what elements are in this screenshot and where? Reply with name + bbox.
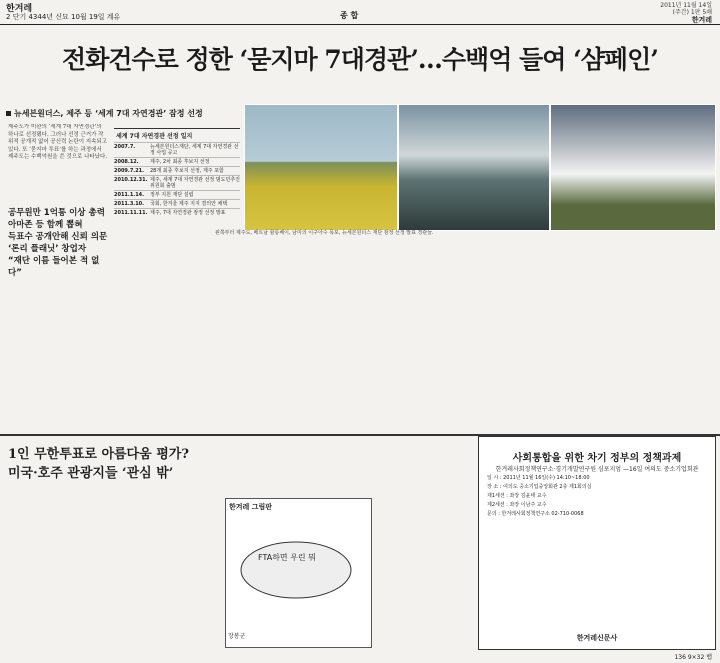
brand-right: 한겨레 <box>691 16 712 24</box>
subhead: 뉴세븐원더스, 제주 등 ‘세계 7대 자연경관’ 잠정 선정 <box>6 108 203 119</box>
page-number: 2 단기 4344년 신묘 10월 19일 계유 <box>6 13 121 21</box>
timeline-table: 세계 7대 자연경관 선정 일지 2007.7. 뉴세븐원더스재단, 세계 7대 자연경관 선정 사업 공고 2008.12. 제주, 2차 최종 후보지 선정 2009.7.21. 28개 최종 후보지 선정, 제주 포함 2010.12.31. 제주, 세계 7대 자연경관 선정 범도민추진위원회 출범 2011.1.14. 정부 지원 재단 설립 2011.3.10. 국회, 한겨울 제주 지지 결의안 채택 2011.11.11. 제주, 7대 자연경관 잠정 선정 발표 <box>114 128 240 279</box>
article-text: 제주도가 미완의 ‘세계 7대 자연경관’의 하나로 선정됐다. 그러나 선정 근거가 작위적 공개적 없어 공신력 논란이 지속되고 있다. 또 ‘묻지마 투표’를 하는 과정에서 제주도는 수백억원을 쓴 것으로 나타났다. <box>8 124 108 160</box>
main-headline: 전화건수로 정한 ‘묻지마 7대경관’…수백억 들여 ‘샴페인’ <box>62 45 658 74</box>
timeline-row: 2010.12.31. 제주, 세계 7대 자연경관 선정 범도민추진위원회 출범 <box>114 177 240 189</box>
timeline-row: 2008.12. 제주, 2차 최종 후보지 선정 <box>114 157 240 166</box>
timeline-row: 2011.1.14. 정부 지원 재단 설립 <box>114 190 240 199</box>
timeline-row: 2007.7. 뉴세븐원더스재단, 세계 7대 자연경관 선정 사업 공고 <box>114 144 239 156</box>
photo-iguazu <box>550 104 716 231</box>
masthead <box>0 0 720 25</box>
timeline-row: 2011.3.10. 국회, 한겨울 제주 지지 결의안 채택 <box>114 199 240 208</box>
photo-halong <box>398 104 550 231</box>
pull-quote: 공무원만 1억통 이상 총력 아마존 등 함께 뽑혀 득표수 공개안해 신뢰 의문 ‘론리 플래닛’ 창업자 “재단 이름 들어본 적 없다” <box>8 208 108 278</box>
cartoon-bubble-text: FTA하면 우린 뭐 <box>258 553 316 562</box>
cartoon: 한겨레 그림판 FTA하면 우린 뭐 장봉군 <box>225 498 372 648</box>
page-footer: 136 9×32 뱁 <box>674 654 712 661</box>
timeline-row: 2011.11.11. 제주, 7대 자연경관 잠정 선정 발표 <box>114 208 240 217</box>
section-label: 종 합 <box>340 11 359 20</box>
date-line: 2011년 11월 14일 (주간) 1판 5쇄 <box>660 2 712 16</box>
photo-jeju <box>244 104 398 231</box>
lower-headline: 1인 무한투표로 아름다움 평가? 미국·호주 관광지들 ‘관심 밖’ <box>8 447 189 481</box>
event-notice: 사회통합을 위한 차기 정부의 정책과제 한겨레사회정책연구소·경기개발연구원 심포지엄 —16일 여의도 중소기업회관 일 시 : 2011년 11월 16일(수) 14:10~18:00 장 소 : 여의도 중소기업중앙회관 2층 제1회의실 제1세션 : 좌장 김윤태 교수 제2세션 : 좌장 이남주 교수 문의 : 한겨레사회정책연구소 02-710-0068 한겨레신문사 <box>478 436 716 650</box>
photo-caption: 왼쪽부터 제주도, 베트남 할롱베이, 남미의 이구아수 폭포, 뉴세븐원더스 재단 잠정 선정 발표 경관들. <box>215 230 434 236</box>
cartoon-drawing <box>226 515 366 625</box>
timeline-row: 2009.7.21. 28개 최종 후보지 선정, 제주 포함 <box>114 166 240 175</box>
brand: 한겨레 <box>6 4 33 14</box>
